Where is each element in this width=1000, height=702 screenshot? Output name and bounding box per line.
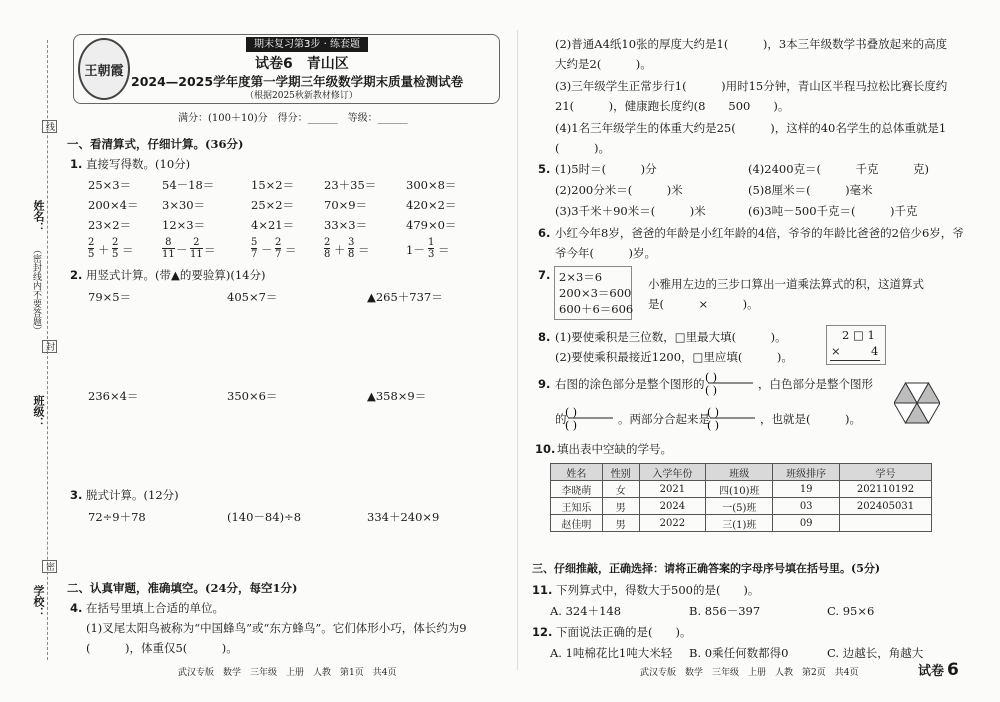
- q1-r3c4: 33×3＝: [324, 218, 368, 232]
- table-header: 入学年份: [639, 464, 706, 481]
- paper-title: 试卷6 青山区: [255, 56, 349, 72]
- binding-margin: [0, 0, 60, 702]
- q2-prompt: 用竖式计算。(带▲的要验算)(14分): [86, 268, 266, 282]
- table-cell: 男: [602, 515, 639, 532]
- seal-note: （密封线内不要答题）: [31, 245, 41, 335]
- q8-vertical-op: ×: [831, 344, 841, 358]
- q11-option-b[interactable]: B. 856－397: [689, 604, 761, 618]
- svg-text:( ): ( ): [705, 371, 718, 384]
- q10-prompt: 填出表中空缺的学号。: [557, 442, 672, 456]
- q1-fraction-5: 1－ 1 3 ＝: [406, 237, 450, 260]
- q7-step-1: 2×3＝6: [559, 270, 603, 284]
- q7-number: 7.: [538, 268, 551, 282]
- table-cell: 四(10)班: [706, 481, 773, 498]
- table-cell: 2021: [639, 481, 706, 498]
- q1-fraction-3: 5 7 － 2 7 ＝: [251, 237, 297, 260]
- q1-r2c5: 420×2＝: [406, 198, 457, 212]
- q4-p4-line2: ( )。: [555, 141, 610, 155]
- q7-line2: 是( × )。: [648, 297, 759, 311]
- table-row: [551, 481, 932, 498]
- table-header: 姓名: [551, 464, 603, 481]
- q1-r1c4: 23＋35＝: [324, 178, 377, 192]
- q9-line1-b: ，白色部分是整个图形: [758, 377, 873, 391]
- q1-r1c3: 15×2＝: [251, 178, 295, 192]
- table-cell: 202110192: [839, 481, 931, 498]
- section1-title: 一、看清算式，仔细计算。(36分): [67, 137, 244, 151]
- paper-badge-number: 6: [947, 660, 959, 680]
- svg-text:( ): ( ): [707, 406, 720, 419]
- section2-title: 二、认真审题，准确填空。(24分，每空1分): [67, 581, 298, 595]
- q9-blank-fraction-1[interactable]: [705, 370, 757, 396]
- q11-option-c[interactable]: C. 95×6: [827, 604, 875, 618]
- q9-line2-c: ，也就是( )。: [760, 412, 861, 426]
- q1-fraction-2: 8 11 － 2 11 ＝: [162, 237, 216, 260]
- q4-p1-line2: ( )，体重仅5( )。: [86, 641, 238, 655]
- footer-right: 武汉专版 数学 三年级 上册 人教 第2页 共4页: [640, 668, 859, 678]
- svg-text:( ): ( ): [707, 419, 720, 431]
- table-header: 性别: [602, 464, 639, 481]
- student-id-table: [550, 463, 932, 532]
- q4-p2-line2: 大约是2( )。: [555, 57, 652, 71]
- q5-item-2: (2)200分米＝( )米: [555, 183, 683, 197]
- q3-item-2: (140－84)÷8: [227, 510, 302, 524]
- q12-option-a[interactable]: A. 1吨棉花比1吨大米轻: [550, 646, 673, 660]
- q1-r2c4: 70×9＝: [324, 198, 368, 212]
- q9-line2-a: 的: [555, 412, 567, 426]
- q1-fraction-1: 2 5 ＋ 2 5 ＝: [88, 237, 134, 260]
- q2-item-1: 79×5＝: [88, 290, 132, 304]
- q6-line2: 爷今年( )岁。: [555, 246, 656, 260]
- footer-left: 武汉专版 数学 三年级 上册 人教 第1页 共4页: [178, 668, 397, 678]
- table-cell: 李晓萌: [551, 481, 603, 498]
- q1-prompt: 直接写得数。(10分): [86, 157, 191, 171]
- q1-number: 1.: [70, 157, 83, 171]
- table-cell: 2024: [639, 498, 706, 515]
- hexagon-figure: [894, 380, 940, 426]
- q7-step-2: 200×3＝600: [559, 286, 632, 300]
- q1-r3c2: 12×3＝: [162, 218, 206, 232]
- q2-number: 2.: [70, 268, 83, 282]
- q12-number: 12.: [532, 625, 553, 639]
- q9-line1-a: 右图的涂色部分是整个图形的: [555, 377, 705, 391]
- exam-subnote: （根据2025秋新教材修订）: [245, 91, 358, 101]
- table-cell: 女: [602, 481, 639, 498]
- q5-item-5: (5)8厘米＝( )毫米: [748, 183, 873, 197]
- q4-p1-line1: (1)叉尾太阳鸟被称为“中国蜂鸟”或“东方蜂鸟”。它们体形小巧，体长约为9: [86, 621, 467, 635]
- table-header: 班级: [706, 464, 773, 481]
- q2-item-6: ▲358×9＝: [367, 389, 427, 403]
- q2-item-5: 350×6＝: [227, 389, 278, 403]
- score-line: 满分：(100＋10)分 得分：______ 等级：______: [178, 113, 408, 124]
- q5-item-4: (4)2400克＝( 千克 克): [748, 162, 930, 176]
- q4-p3-line1: (3)三年级学生正常步行1( )用时15分钟，青山区半程马拉松比赛长度约: [555, 79, 948, 93]
- q7-line1: 小雅用左边的三步口算出一道乘法算式的积，这道算式: [648, 277, 924, 291]
- q2-item-2: 405×7＝: [227, 290, 278, 304]
- table-cell: 19: [773, 481, 840, 498]
- q1-r2c1: 200×4＝: [88, 198, 139, 212]
- name-label: 姓名：: [32, 200, 45, 233]
- q5-item-3: (3)3千米＋90米＝( )米: [555, 204, 706, 218]
- svg-text:( ): ( ): [565, 406, 578, 419]
- q10-number: 10.: [535, 442, 556, 456]
- table-header-row: [551, 464, 932, 481]
- q4-prompt: 在括号里填上合适的单位。: [86, 601, 225, 615]
- q8-number: 8.: [538, 330, 551, 344]
- q9-blank-fraction-3[interactable]: [707, 405, 759, 431]
- q3-prompt: 脱式计算。(12分): [86, 488, 179, 502]
- table-row: [551, 515, 932, 532]
- table-cell: 202405031: [839, 498, 931, 515]
- q4-p4-line1: (4)1名三年级学生的体重大约是25( )，这样的40名学生的总体重就是1: [555, 121, 947, 135]
- q1-r3c1: 23×2＝: [88, 218, 132, 232]
- brand-logo: [78, 38, 130, 100]
- table-header: 班级排序: [773, 464, 840, 481]
- q5-item-6: (6)3吨－500千克＝( )千克: [748, 204, 918, 218]
- table-cell: 赵佳明: [551, 515, 603, 532]
- q11-option-a[interactable]: A. 324＋148: [550, 604, 622, 618]
- table-cell: 三(1)班: [706, 515, 773, 532]
- table-cell: 2022: [639, 515, 706, 532]
- class-label: 班级：: [32, 395, 45, 428]
- exam-title: 2024—2025学年度第一学期三年级数学期末质量检测试卷: [131, 74, 464, 89]
- q12-option-b[interactable]: B. 0乘任何数都得0: [689, 646, 789, 660]
- paper-badge-label: 试卷: [918, 664, 945, 679]
- q8-vertical-bottom: 4: [871, 344, 879, 358]
- svg-text:( ): ( ): [565, 419, 578, 431]
- page-divider: [517, 30, 518, 670]
- q4-p2-line1: (2)普通A4纸10张的厚度大约是1( )，3本三年级数学书叠放起来的高度: [555, 37, 948, 51]
- q1-r2c2: 3×30＝: [162, 198, 206, 212]
- q8-line1: (1)要使乘积是三位数，□里最大填( )。: [555, 330, 787, 344]
- seal-char-line: 线: [42, 120, 57, 133]
- q6-line1: 小红今年8岁，爸爸的年龄是小红年龄的4倍，爷爷的年龄比爸爸的2倍少6岁，爷: [555, 226, 964, 240]
- q12-prompt: 下面说法正确的是( )。: [556, 625, 692, 639]
- table-cell: 男: [602, 498, 639, 515]
- table-row: [551, 498, 932, 515]
- q3-item-3: 334＋240×9: [367, 510, 440, 524]
- table-cell: 王知乐: [551, 498, 603, 515]
- section3-title: 三、仔细推敲，正确选择：请将正确答案的字母序号填在括号里。(5分): [532, 562, 881, 575]
- q2-item-4: 236×4＝: [88, 389, 139, 403]
- q1-r1c5: 300×8＝: [406, 178, 457, 192]
- school-label: 学校：: [32, 585, 45, 618]
- svg-text:( ): ( ): [705, 384, 718, 396]
- q3-item-1: 72÷9＋78: [88, 510, 146, 524]
- q8-line2: (2)要使乘积最接近1200，□里应填( )。: [555, 350, 793, 364]
- student-id-blank[interactable]: [839, 515, 931, 532]
- table-header: 学号: [839, 464, 931, 481]
- paper-badge: [918, 662, 959, 680]
- q4-p3-line2: 21( )，健康跑长度约(8 500 )。: [555, 99, 790, 113]
- table-cell: 03: [773, 498, 840, 515]
- q9-blank-fraction-2[interactable]: [565, 405, 617, 431]
- q7-step-3: 600＋6＝606: [559, 302, 634, 316]
- seal-char-feng: 封: [42, 340, 57, 353]
- q5-number: 5.: [538, 162, 551, 176]
- q8-vertical-rule: [830, 360, 880, 361]
- table-cell: 一(5)班: [706, 498, 773, 515]
- q2-item-3: ▲265＋737＝: [367, 290, 443, 304]
- logo-text: 王朝霞: [84, 63, 124, 79]
- q1-r3c3: 4×21＝: [251, 218, 295, 232]
- q8-vertical-top: 2 □ 1: [842, 328, 875, 342]
- q9-number: 9.: [538, 377, 551, 391]
- q6-number: 6.: [538, 226, 551, 240]
- q5-item-1: (1)5时＝( )分: [555, 162, 657, 176]
- q1-r2c3: 25×2＝: [251, 198, 295, 212]
- q11-number: 11.: [532, 583, 553, 597]
- q4-number: 4.: [70, 601, 83, 615]
- q9-line2-b: 。两部分合起来是: [618, 412, 710, 426]
- q1-r1c2: 54－18＝: [162, 178, 215, 192]
- q3-number: 3.: [70, 488, 83, 502]
- q11-prompt: 下列算式中，得数大于500的是( )。: [556, 583, 760, 597]
- q1-fraction-4: 2 8 ＋ 3 8 ＝: [324, 237, 370, 260]
- header-tab: 期末复习第3步 · 练套题: [246, 37, 368, 52]
- q1-r1c1: 25×3＝: [88, 178, 132, 192]
- seal-char-mi: 密: [42, 560, 57, 573]
- table-cell: 09: [773, 515, 840, 532]
- q1-r3c5: 479×0＝: [406, 218, 457, 232]
- q12-option-c[interactable]: C. 边越长，角越大: [827, 646, 924, 660]
